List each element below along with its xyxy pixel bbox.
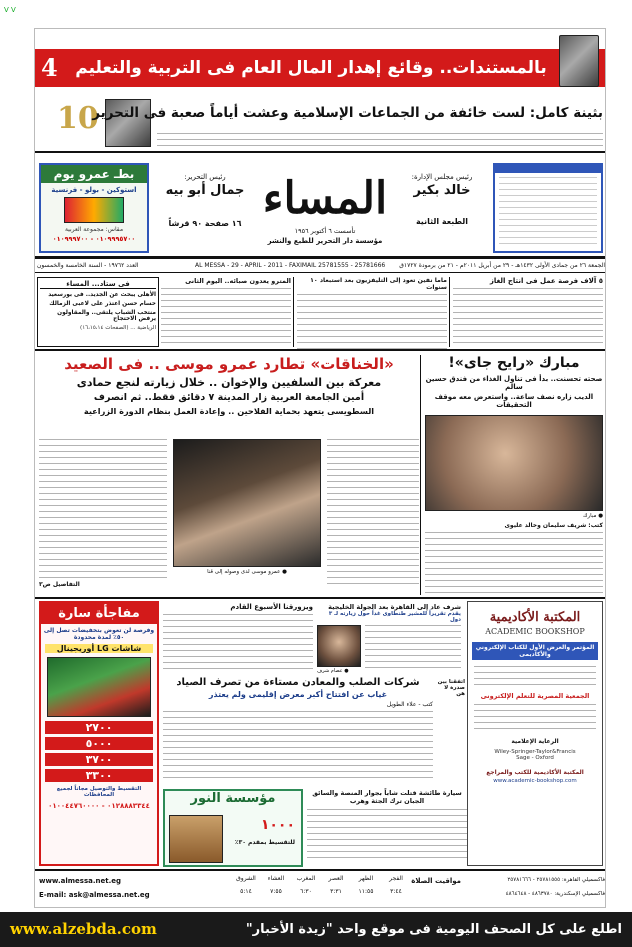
fax-alex: فاكسميلي الإسكندرية: ٤٨٦٣٧٨٠ - ٤٨٦٤٦٤٨ bbox=[505, 891, 605, 897]
sara-prices bbox=[45, 721, 153, 782]
bottom-email[interactable]: E-mail: ask@almessa.net.eg bbox=[39, 891, 150, 899]
top-banner-headline: بالمستندات.. وقائع إهدار المال العام فى التربية والتعليم bbox=[75, 58, 547, 78]
sharaf-caption: ● عصام شرف bbox=[317, 668, 349, 674]
prayer-time: ٣:٤٤ bbox=[390, 888, 402, 895]
nour-title: مؤسسة النور bbox=[190, 791, 276, 806]
footer-site[interactable]: www.alzebda.com bbox=[10, 920, 157, 938]
bab-headline: اتفقنا بين صدرة لا هن bbox=[437, 679, 465, 697]
prayer-names-row bbox=[221, 875, 411, 882]
bottom-info-bar bbox=[35, 869, 606, 908]
chair-label: رئيس مجلس الإدارة: bbox=[411, 173, 473, 181]
tv-article[interactable] bbox=[297, 277, 447, 347]
car-text bbox=[307, 809, 467, 861]
bookshop-text-1 bbox=[474, 666, 596, 688]
dateline-arabic: الجمعة ٢٦ من جمادى الأولى ١٤٣٢هـ - ٢٩ من أبريل ٢٠١١م - ٢١ من برمودة ١٧٢٧ق bbox=[399, 262, 605, 269]
main-story[interactable] bbox=[39, 355, 419, 595]
masthead-ad-graphic bbox=[64, 197, 124, 223]
bookshop-sponsor: الرعاية الإعلامية bbox=[511, 738, 559, 745]
prayer-label: مواقيت الصلاة bbox=[411, 877, 461, 885]
editor-block bbox=[160, 173, 250, 198]
teaser-headline: بثينة كامل: لست خائفة من الجماعات الإسلامية وعشت أياماً صعبة فى التحرير bbox=[92, 105, 603, 121]
car-story[interactable] bbox=[307, 789, 467, 867]
main-continued[interactable]: التفاصيل ص٣ bbox=[39, 581, 80, 588]
bookshop-ad[interactable] bbox=[467, 601, 603, 866]
steel-story[interactable] bbox=[163, 677, 433, 785]
main-text-left bbox=[39, 439, 167, 579]
sara-distrib: التقسيط والتوصيل مجاناً لجميع المحافظات bbox=[56, 786, 142, 798]
prayer-time: ٥:١٤ bbox=[240, 888, 252, 895]
main-deck-2: أمين الجامعة العربية زار المدينة ٧ دقائق فقط.. ثم انصرف bbox=[93, 392, 365, 403]
fax-cairo: فاكسميلي القاهرة: ٢٥٧٨١٥٥٥ - ٢٥٧٨١٦٦٦ bbox=[507, 877, 605, 883]
prayer-time: ٦:٣٠ bbox=[300, 888, 312, 895]
prayer-time: ١١:٥٥ bbox=[358, 888, 374, 895]
sara-sub: وفرصة لن تعوض بتخفيضات تصل إلى ٥٠٪ لمدة محدودة bbox=[43, 627, 155, 641]
mubarak-subtitle-2: الديب زاره نصف ساعة.. واستعرض معه موقف التحقيقات bbox=[434, 393, 594, 409]
main-kicker: «الخناقات» تطارد عمرو موسى .. فى الصعيد bbox=[64, 355, 394, 373]
steel-sub: غياب عن افتتاح أكبر معرض إقليمى ولم يعتذر bbox=[208, 690, 388, 699]
publisher-brand-2: Sage - Oxford bbox=[516, 755, 554, 761]
section-rule bbox=[35, 349, 606, 351]
bookshop-org: الجمعية المصرية للتعلم الإلكترونى bbox=[480, 692, 590, 700]
sports-item-3[interactable]: منتخب الشباب يلتقى.. والمقاولون يرفض الاحتجاج bbox=[57, 310, 156, 322]
footer-promo-text: اطلع على كل الصحف اليومية فى موقع واحد "زيدة الأخبار" bbox=[245, 922, 622, 937]
steel-text bbox=[163, 711, 433, 779]
mubarak-story[interactable] bbox=[425, 355, 603, 595]
masthead-ad-phone: ٠١٠٩٩٩٥٧٠٠ - ٠١٠٩٩٩٧٠٠ bbox=[52, 235, 136, 243]
sara-price-1: ٢٧٠٠ bbox=[45, 721, 153, 734]
prayer-name: الظهر bbox=[358, 875, 374, 882]
prayer-times-row bbox=[221, 888, 411, 895]
main-text-right bbox=[327, 439, 419, 589]
mubarak-title: مبارك «رايح جاى»! bbox=[448, 355, 580, 371]
chair-name: خالد بكير bbox=[413, 183, 471, 198]
prayer-name: العشاء bbox=[267, 875, 285, 882]
steel-headline: شركات الصلب والمعادن مستاءة من تصرف الصياد bbox=[176, 677, 420, 688]
tv-headline: ماما نفين تعود إلى التليفزيون بعد استبعاد ١٠ سنوات bbox=[310, 277, 447, 291]
bookshop-footer: المكتبة الأكاديمية للكتب والمراجع bbox=[486, 769, 584, 776]
masthead bbox=[35, 159, 606, 259]
car-headline: سيارة طائشة قتلت شاباً بجوار المنصة والسائق الجبان ترك الجثة وهرب bbox=[312, 789, 462, 805]
mubarak-subtitle: صحته تحسنت.. بدأ فى تناول الغذاء من فندق حسين سالم bbox=[425, 375, 603, 391]
sharaf-sub: يقدم تقريراً للمشير طنطاوى غداً حول زيارته لـ ٣ دول bbox=[328, 611, 461, 623]
column-rule bbox=[420, 355, 421, 595]
sharaf-photo bbox=[317, 625, 361, 667]
weekly-text bbox=[163, 614, 313, 670]
sports-box[interactable] bbox=[37, 277, 159, 347]
masthead-ad-sub: استوكين - بولو - فرنسية bbox=[51, 186, 137, 194]
prayer-name: المغرب bbox=[296, 875, 316, 882]
mubarak-caption: ● مبارك bbox=[582, 513, 603, 519]
section-rule bbox=[35, 597, 606, 599]
teaser[interactable] bbox=[35, 93, 606, 153]
bottom-web[interactable]: www.almessa.net.eg bbox=[39, 877, 121, 885]
masthead-logo[interactable]: المساء bbox=[262, 173, 388, 224]
metro-headline: المترو يعدون صبائه.. اليوم الثانى bbox=[185, 277, 291, 285]
editor-name: جمال أبو بيه bbox=[165, 183, 245, 198]
masthead-ad-note: مقاس: مجموعة العربية bbox=[64, 226, 124, 233]
masthead-ad[interactable] bbox=[39, 163, 149, 253]
masthead-right-ad[interactable] bbox=[493, 163, 603, 253]
footer-promo-strip[interactable] bbox=[0, 912, 632, 947]
sharaf-story[interactable] bbox=[317, 603, 461, 675]
sara-price-3: ٣٧٠٠ bbox=[45, 753, 153, 766]
sports-item-2[interactable]: حسام حسن اعتذر على لاعبى الزمالك bbox=[49, 301, 156, 307]
weekly-headline: ويزورقنا الأسبوع القادم bbox=[230, 603, 313, 611]
gas-headline: ٥ آلاف فرصة عمل فى انتاج الغاز bbox=[489, 277, 603, 285]
sports-item-1[interactable]: الأهلى يبحث عن الجديد.. فى بورسعيد bbox=[48, 292, 156, 298]
right-ad-topbar bbox=[495, 165, 601, 173]
dateline-issue: العدد ١٩٧٦٢ - السنة الخامسة والخمسون bbox=[37, 262, 139, 269]
main-deck-1: معركة بين السلفيين والإخوان .. خلال زيارته لنجع حمادى bbox=[76, 376, 382, 389]
weekly-story[interactable] bbox=[163, 603, 313, 673]
chair-block bbox=[397, 173, 487, 198]
gas-article[interactable] bbox=[453, 277, 603, 347]
bookshop-web[interactable]: www.academic-bookshop.com bbox=[493, 778, 577, 784]
sara-price-2: ٥٠٠٠ bbox=[45, 737, 153, 750]
bookshop-text-2 bbox=[474, 704, 596, 734]
masthead-price: ١٦ صفحة ٩٠ قرشاً bbox=[168, 219, 242, 228]
prayer-name: الفجر bbox=[389, 875, 403, 882]
top-banner-number: 4 bbox=[41, 53, 58, 82]
teaser-text-lines bbox=[157, 133, 603, 147]
masthead-edition: الطبعة الثانية bbox=[415, 217, 469, 226]
top-banner[interactable] bbox=[35, 49, 606, 87]
nour-price: ١٠٠٠ bbox=[260, 817, 295, 833]
steel-author: كتب - علاء الطويل bbox=[386, 701, 433, 708]
bookshop-ar: المكتبة الأكاديمية bbox=[489, 610, 581, 625]
bab-story[interactable] bbox=[435, 679, 465, 779]
prayer-time: ٣:٣١ bbox=[330, 888, 342, 895]
sharaf-headline: شرف عاد إلى القاهرة بعد الجولة الخليجية bbox=[328, 603, 461, 611]
main-caption: ● عمرو موسى لدى وصوله إلى قنا bbox=[207, 569, 287, 575]
prayer-name: العصر bbox=[328, 875, 344, 882]
sara-ad[interactable] bbox=[39, 601, 159, 866]
sara-football-photo bbox=[47, 657, 151, 717]
nour-building-photo bbox=[169, 815, 223, 863]
sports-ref: الرياضية ... (الصفحات ١٦،١٥،١٤) bbox=[80, 325, 156, 331]
main-deck-3: السطويسى يتعهد بحماية الفلاحين .. وإعادة العمل بنظام الدورة الزراعية bbox=[83, 406, 375, 416]
mubarak-author: كتب: شريف سليمان وخالد عليوى bbox=[504, 522, 603, 529]
bookshop-event: المؤتمر والعرض الأول للكتاب الإلكتروني والأكاديمى bbox=[472, 642, 598, 660]
sara-phone: ٠١٢٨٨٨٣٣٤٤ - ٠١٠٠٤٤٧٦٠٠٠٠ bbox=[48, 802, 150, 810]
metro-text bbox=[161, 288, 291, 343]
nour-ad[interactable] bbox=[163, 789, 303, 867]
editor-label: رئيس التحرير: bbox=[184, 173, 226, 181]
gas-text bbox=[453, 288, 603, 343]
mubarak-photo bbox=[425, 415, 603, 511]
official-portrait bbox=[559, 35, 599, 87]
mubarak-text bbox=[425, 532, 603, 602]
metro-article[interactable] bbox=[161, 277, 291, 347]
bookshop-en: ACADEMIC BOOKSHOP bbox=[485, 627, 585, 636]
sara-price-4: ٣٣٠٠ bbox=[45, 769, 153, 782]
teaser-page-number: 10 bbox=[57, 101, 99, 136]
browser-marker: V V bbox=[4, 6, 16, 14]
prayer-name: الشروق bbox=[236, 875, 256, 882]
nour-sub: للتقسيط بمقدم ٣٠٪ bbox=[234, 839, 295, 846]
newspaper-page bbox=[34, 28, 606, 908]
sara-brand: شاشات LG أوريجينال bbox=[45, 644, 153, 653]
column-rule bbox=[293, 277, 294, 347]
prayer-time: ٧:٥٥ bbox=[270, 888, 282, 895]
sara-title: مفاجأة سارة bbox=[41, 603, 157, 624]
tv-text bbox=[297, 294, 447, 349]
sharaf-text bbox=[365, 625, 461, 671]
dateline-latin: AL MESSA - 29 - APRIL - 2011 - FAXIMAIL 25781555 - 25781666 bbox=[195, 262, 386, 269]
masthead-founded: تأسست ٦ أكتوبر ١٩٥٦ bbox=[294, 227, 356, 235]
publisher-brand: Wiley-Springer-Taylor&Francis bbox=[494, 749, 576, 755]
dateline bbox=[35, 259, 606, 273]
sports-header: فى ستاد... المساء bbox=[40, 280, 156, 289]
masthead-publisher: مؤسسة دار التحرير للطبع والنشر bbox=[267, 237, 383, 245]
masthead-ad-title: بطـ عمرو يوم bbox=[41, 165, 147, 183]
right-ad-lines bbox=[499, 177, 597, 247]
main-photo bbox=[173, 439, 321, 567]
column-rule bbox=[449, 277, 450, 347]
prayer-table bbox=[221, 875, 411, 895]
